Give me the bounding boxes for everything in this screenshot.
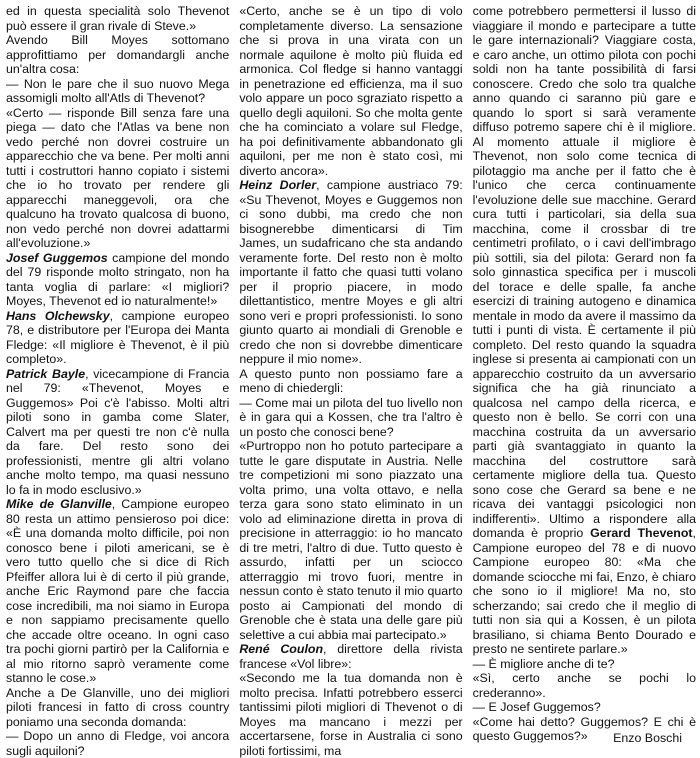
paragraph: — Come mai un pilota del tuo livello non è in gara qui a Kossen, che tra l'altro è un posto che conosci bene? (239, 395, 463, 439)
paragraph: «Secondo me la tua domanda non è molto precisa. Infatti potrebbero esserci tantissimi piloti migliori di Thevenot o di Moyes ma mancano i mezzi per accertarsene, forse in Australia ci sono piloti fortissimi, ma (239, 671, 463, 758)
paragraph: «Sì, certo anche se pochi lo crederanno». (472, 671, 696, 700)
speaker-text: , vicecampione di Francia nel 79: «Thevenot, Moyes e Guggemos» Poi c'è l'abisso. Molti altri piloti sono in gamba come Slater, Calvert ma per questi tre non c'è nulla da fare. Del resto sono dei professionisti, mentre gli altri volano anche molto tempo, ma quasi nessuno lo fa in modo esclusivo.» (6, 366, 230, 497)
paragraph: «Certo — risponde Bill senza fare una piega — dato che l'Atlas va bene non vedo perché non dovrei costruire un apparecchio che va bene. Per molti anni tutti i costruttori hanno copiato i sistemi che io ho trovato per rendere gli apparecchi maneggevoli, ora che qualcuno ha trovato qualcosa di buono, non vedo perché non dovrei adattarmi all'evoluzione.» (6, 105, 230, 250)
speaker-name: Gerard Thevenot (590, 526, 693, 540)
speaker-name: Josef Guggemos (6, 250, 108, 265)
speaker-name: Patrick Bayle (6, 366, 86, 381)
paragraph: ed in questa specialità solo Thevenot può essere il gran rivale di Steve.» (6, 4, 230, 33)
paragraph: «Purtroppo non ho potuto partecipare a tutte le gare disputate in Austria. Nelle tre competizioni mi sono piazzato una volta primo, una volta ottavo, e nella terza gara sono stato eliminato in un volo ad eliminazione diretta in prova di precisione in atterraggio: io ho mancato di tre metri, l'altro di due. Tutto questo è assurdo, infatti per un sciocco atterraggio mi trovo fuori, mentre in nessun conto è stato tenuto il mio quarto posto ai Campionati del mondo di Grenoble che è stata una delle gare più selettive a cui abbia mai partecipato.» (239, 439, 463, 642)
paragraph: «Certo, anche se è un tipo di volo completamente diverso. La sensazione che si prova in una virata con un normale aquilone è molto più fluida ed armonica. Col fledge si hanno vantaggi in penetrazione ed efficienza, ma il suo volo appare un poco sgraziato rispetto a quello degli aquiloni. So che molta gente che ha cominciato a volare sul Fledge, ha poi definitivamente abbandonato gli aquiloni, per me non è stato così, mi diverto ancora». (239, 4, 463, 178)
speaker-name: René Coulon (239, 642, 324, 656)
bayle-paragraph (6, 367, 229, 498)
paragraph: — È migliore anche di te? (472, 656, 615, 671)
speaker-text: , campione austriaco 79: «Su Thevenot, Moyes e Guggemos non ci sono dubbi, ma credo che non bisognerebbe dimenticarsi di Tim James, un sudafricano che sta andando veramente forte. Del resto non è molto importante il fatto che quasi tutti volano per il proprio piacere, in modo dilettantistico, mentre Moyes e gli altri sono veri e propri professionisti. Io sono giunto quarto ai mondiali di Grenoble e credo che non si dovrebbe dimenticare neppure il mio nome». (239, 178, 463, 366)
olchewsky-paragraph (6, 309, 229, 367)
speaker-text: , direttore della rivista francese «Vol libre»: (239, 642, 463, 671)
article-page (6, 4, 696, 758)
paragraph: Avendo Bill Moyes sottomano approfittiamo per domandargli anche un'altra cosa: (6, 33, 230, 76)
paragraph: «Come hai detto? Guggemos? E chi è questo Guggemos?» (472, 714, 696, 743)
paragraph: — Non le pare che il suo nuovo Mega assomigli molto all'Atls di Thevenot? (6, 76, 230, 105)
speaker-text: campione del mondo del 79 risponde molto stringato, non ha tanta voglia di parlare: «I migliori? Moyes, Thevenot ed io naturalmente!» (6, 250, 230, 308)
speaker-text: , Campione europeo del 78 e di nuovo Campione europeo 80: «Ma che domande sciocche mi fai, Enzo, è chiaro che sono io il migliore! Ma no, sto scherzando; sai credo che il meglio di tutti non sia qui a Kossen, è un pilota brasiliano, si chiama Bento Dourado e presto ne sentirete parlare.» (472, 526, 696, 656)
speaker-name: Heinz Dorler (239, 178, 317, 192)
speaker-text: , Campione europeo 80 resta un attimo pensieroso poi dice: «È una domanda molto difficile, poi non conosco bene i piloti americani, se è vero tutto quello che si dice di Rich Pfeiffer allora lui è di certo il più grande, anche Eric Raymond pare che faccia cose incredibili, ma noi siamo in Europa e non sappiamo precisamente quello che accade oltre oceano. In ogni caso tra pochi giorni partirò per la California e al mio ritorno saprò veramente come stanno le cose.» (6, 497, 230, 685)
dorler-paragraph (239, 178, 462, 367)
speaker-name: Hans Olchewsky (6, 308, 110, 323)
paragraph (473, 4, 696, 657)
paragraph: — Dopo un anno di Fledge, voi ancora sugli aquiloni? (6, 729, 230, 758)
coulon-paragraph (239, 642, 462, 671)
glanville-paragraph (6, 497, 229, 686)
speaker-text: , campione europeo 78, e distributore per l'Europa dei Manta Fledge: «Il migliore è Thevenot, è il più completo». (6, 308, 230, 366)
column-1 (6, 4, 230, 758)
paragraph: — E Josef Guggemos? (472, 700, 601, 714)
paragraph: A questo punto non possiamo fare a meno di chiedergli: (239, 366, 463, 395)
paragraph: Anche a De Glanville, uno dei migliori piloti francesi in fatto di cross country poniamo una seconda domanda: (6, 685, 230, 729)
guggemos-paragraph (6, 251, 229, 309)
column-3 (473, 4, 696, 749)
paragraph-text: come potrebbero permettersi il lusso di viaggiare il mondo e partecipare a tutte le gare internazionali? Viaggiare costa, e caro anche, un ottimo pilota con pochi soldi non ha tante possibilità di farsi conoscere. Credo che solo tra qualche anno quando ci saranno più gare e quando lo sport si sarà veramente diffuso potremo sapere chi è il migliore. Al momento attuale il migliore è Thevenot, non solo come tecnica di pilotaggio ma anche per il fatto che è l'unico che cerca continuamente l'evoluzione delle sue macchine. Gerard cura tutti i particolari, sia della sua macchina, come il crossbar di tre centimetri profilato, o i cavi dell'imbrago più sottili, sia del pilota: Gerard non fa solo ginnastica specifica per i muscoli del torace e delle spalle, fa anche esercizi di training autogeno e dinamica mentale in modo da avere il massimo da tutti i punti di vista. È certamente il più completo. Del resto quando la squadra inglese si presenta ai campionati con un apparecchio costruito da un avversario significa che ha già rinunciato a qualcosa nel campo della ricerca, e questo non è bello. Se corri con una macchina costruita da un avversario parti già svantaggiato in quanto la macchina del costruttore sarà certamente migliore della tua. Questo sono cose che Gerard sa bene e ne ricava dei vantaggi psicologici non indifferenti». Ultimo a rispondere alla domanda è proprio (472, 4, 696, 540)
speaker-name: Mike de Glanville (6, 497, 112, 511)
author-signature: Enzo Boschi (613, 731, 682, 745)
column-2 (239, 4, 463, 758)
